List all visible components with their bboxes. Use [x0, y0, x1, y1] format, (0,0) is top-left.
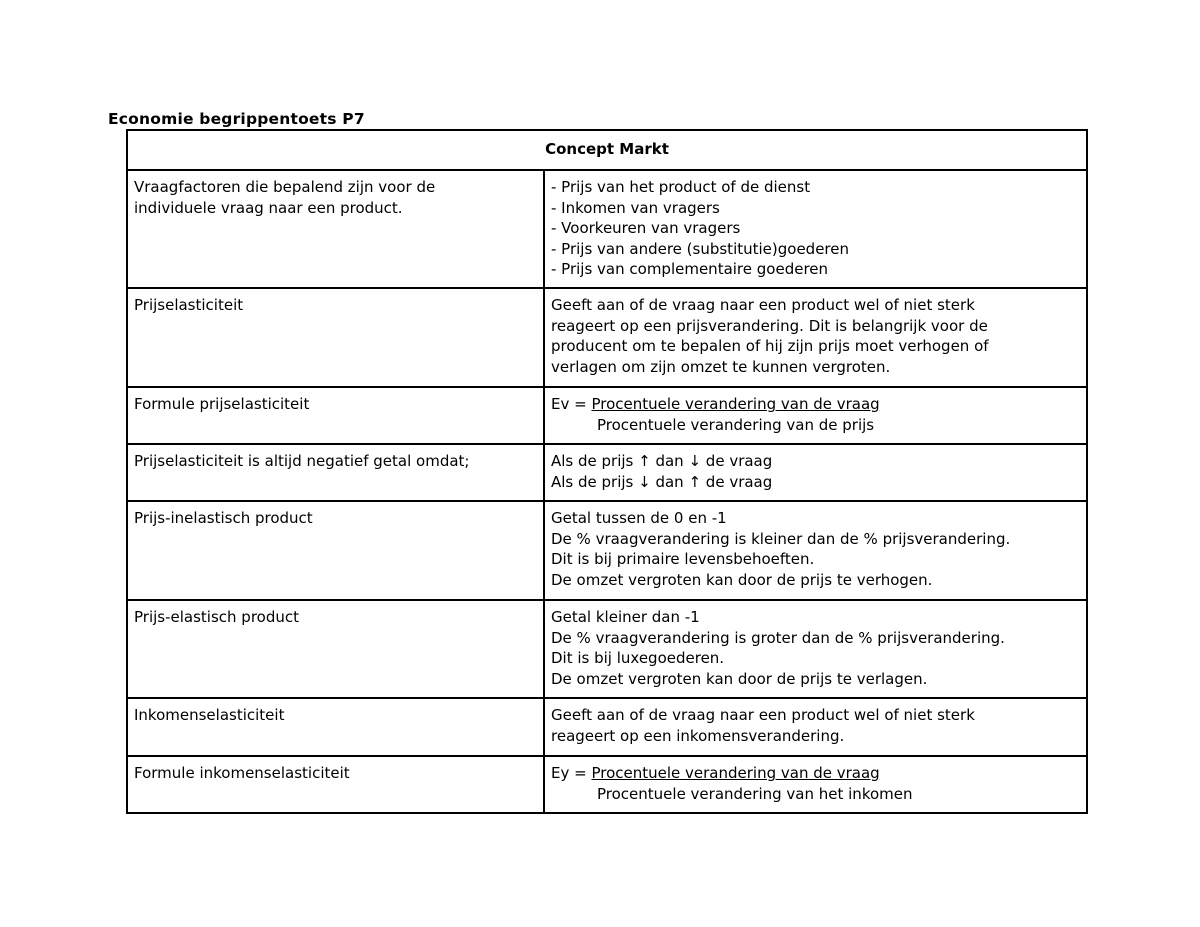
- term-line: individuele vraag naar een product.: [134, 198, 403, 217]
- table-header-row: [127, 130, 1087, 170]
- term-line: Prijs-elastisch product: [134, 608, 299, 626]
- document-title: Economie begrippentoets P7: [108, 110, 365, 128]
- definition-line: - Voorkeuren van vragers: [551, 219, 741, 237]
- table-row: [127, 387, 1087, 444]
- formula-numerator-line: [551, 394, 1080, 415]
- table-row: [127, 288, 1087, 387]
- term-cell: [127, 288, 544, 387]
- definition-line: De % vraagverandering is kleiner dan de % prijsverandering.: [551, 529, 1011, 548]
- definition-line: Als de prijs ↑ dan ↓ de vraag: [551, 452, 773, 470]
- definition-line: - Prijs van andere (substitutie)goederen: [551, 239, 850, 258]
- definition-cell: [544, 600, 1087, 698]
- definition-line: Dit is bij luxegoederen.: [551, 649, 725, 667]
- formula-prefix: Ev =: [551, 395, 592, 413]
- term-cell: [127, 756, 544, 813]
- term-line: Inkomenselasticiteit: [134, 706, 285, 724]
- definition-cell: [544, 444, 1087, 501]
- term-cell: [127, 501, 544, 600]
- definition-cell: [544, 170, 1087, 288]
- table-row: [127, 444, 1087, 501]
- definition-cell: [544, 501, 1087, 600]
- definition-line: verlagen om zijn omzet te kunnen vergroten.: [551, 357, 891, 376]
- definition-line: De % vraagverandering is groter dan de % prijsverandering.: [551, 628, 1005, 647]
- term-cell: [127, 600, 544, 698]
- definition-cell: [544, 698, 1087, 756]
- term-line: Prijs-inelastisch product: [134, 509, 313, 527]
- definition-line: - Prijs van complementaire goederen: [551, 260, 829, 278]
- formula-cell: [544, 387, 1087, 444]
- table-row: [127, 501, 1087, 600]
- formula-numerator: Procentuele verandering van de vraag: [591, 395, 880, 413]
- table-row: [127, 698, 1087, 756]
- formula-denominator: Procentuele verandering van het inkomen: [597, 784, 913, 803]
- definition-line: producent om te bepalen of hij zijn prijs moet verhogen of: [551, 337, 989, 355]
- table-row: [127, 170, 1087, 288]
- definition-line: Geeft aan of de vraag naar een product wel of niet sterk: [551, 706, 975, 724]
- table-body: [127, 170, 1087, 813]
- term-line: Formule inkomenselasticiteit: [134, 764, 350, 782]
- formula-cell: [544, 756, 1087, 813]
- term-line: Prijselasticiteit: [134, 296, 244, 314]
- table-row: [127, 600, 1087, 698]
- definition-line: Dit is bij primaire levensbehoeften.: [551, 550, 815, 568]
- formula-numerator: Procentuele verandering van de vraag: [591, 764, 880, 782]
- term-line: Formule prijselasticiteit: [134, 395, 310, 413]
- definition-line: De omzet vergroten kan door de prijs te verlagen.: [551, 669, 928, 688]
- term-cell: [127, 170, 544, 288]
- definition-cell: [544, 288, 1087, 387]
- definition-line: reageert op een inkomensverandering.: [551, 726, 845, 745]
- formula-denominator: Procentuele verandering van de prijs: [597, 415, 875, 434]
- term-line: Vraagfactoren die bepalend zijn voor de: [134, 178, 436, 196]
- concept-table: [126, 129, 1088, 814]
- definition-line: Getal tussen de 0 en -1: [551, 509, 727, 527]
- term-cell: [127, 698, 544, 756]
- definition-line: - Prijs van het product of de dienst: [551, 178, 811, 196]
- definition-line: Als de prijs ↓ dan ↑ de vraag: [551, 472, 773, 491]
- definition-line: De omzet vergroten kan door de prijs te verhogen.: [551, 570, 933, 589]
- definition-line: Geeft aan of de vraag naar een product wel of niet sterk: [551, 296, 975, 314]
- table-row: [127, 756, 1087, 813]
- table-header: Concept Markt: [127, 130, 1087, 170]
- definition-line: Getal kleiner dan -1: [551, 608, 700, 626]
- definition-line: - Inkomen van vragers: [551, 198, 720, 217]
- formula-numerator-line: [551, 763, 1080, 784]
- term-cell: [127, 387, 544, 444]
- term-cell: [127, 444, 544, 501]
- formula-prefix: Ey =: [551, 764, 592, 782]
- term-line: Prijselasticiteit is altijd negatief getal omdat;: [134, 452, 470, 470]
- definition-line: reageert op een prijsverandering. Dit is belangrijk voor de: [551, 316, 988, 335]
